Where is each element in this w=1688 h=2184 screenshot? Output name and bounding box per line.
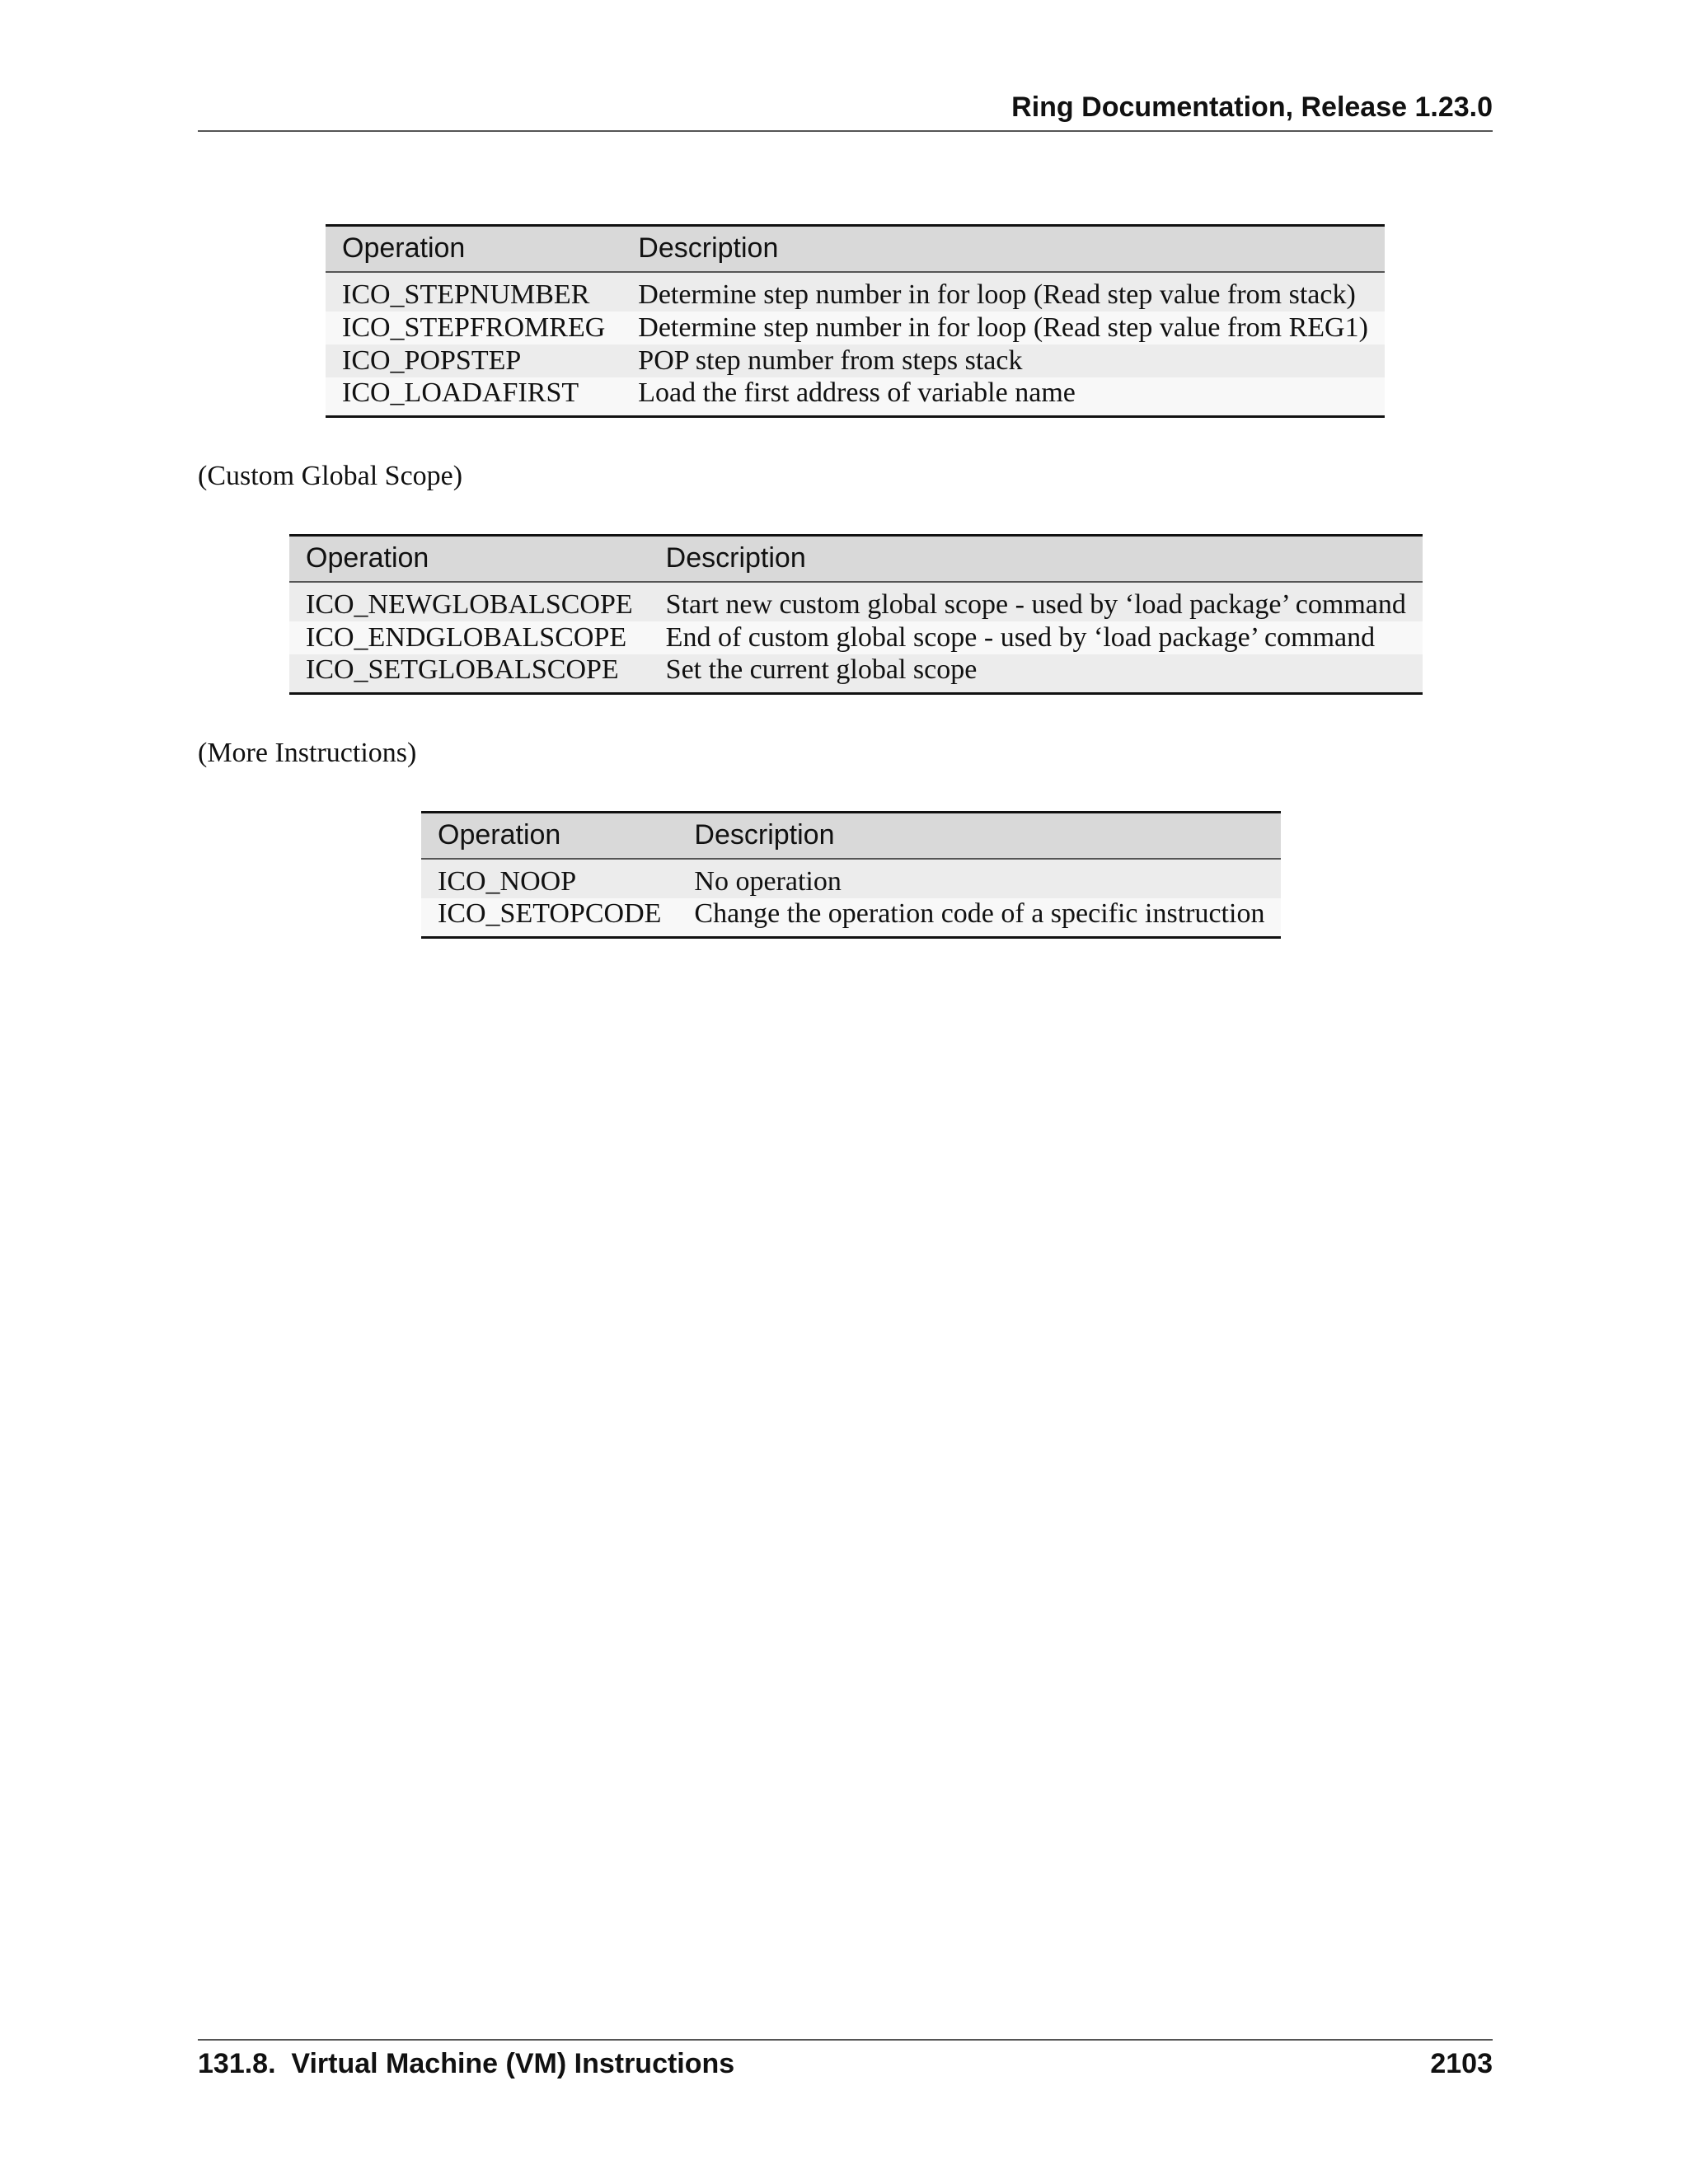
- description-cell: Set the current global scope: [649, 654, 1423, 694]
- description-cell: Determine step number in for loop (Read step value from REG1): [621, 312, 1385, 344]
- table-header-row: [421, 813, 1281, 859]
- table-row: [421, 859, 1281, 898]
- description-cell: End of custom global scope - used by ‘load package’ command: [649, 621, 1423, 654]
- operation-cell: ICO_ENDGLOBALSCOPE: [289, 621, 649, 654]
- operation-cell: ICO_POPSTEP: [326, 344, 621, 377]
- document-title: Ring Documentation, Release 1.23.0: [1011, 91, 1493, 123]
- operation-cell: ICO_STEPNUMBER: [326, 272, 621, 312]
- operation-cell: ICO_LOADAFIRST: [326, 377, 621, 417]
- section-label-more-instructions: (More Instructions): [198, 738, 417, 768]
- table-row: [289, 582, 1423, 621]
- operation-cell: ICO_STEPFROMREG: [326, 312, 621, 344]
- operation-cell: ICO_NOOP: [421, 859, 678, 898]
- description-cell: Determine step number in for loop (Read step value from stack): [621, 272, 1385, 312]
- operations-table-global-scope: [289, 534, 1423, 695]
- table-row: [326, 312, 1385, 344]
- table-header-row: [289, 536, 1423, 582]
- operation-cell: ICO_SETGLOBALSCOPE: [289, 654, 649, 694]
- table-row: [326, 377, 1385, 417]
- column-header-operation: Operation: [421, 813, 678, 859]
- column-header-description: Description: [678, 813, 1281, 859]
- page-header: [198, 91, 1493, 132]
- description-cell: Change the operation code of a specific instruction: [678, 898, 1281, 938]
- footer-section-title: 131.8. Virtual Machine (VM) Instructions: [198, 2048, 735, 2079]
- operation-cell: ICO_NEWGLOBALSCOPE: [289, 582, 649, 621]
- operation-cell: ICO_SETOPCODE: [421, 898, 678, 938]
- page-footer: [198, 2039, 1493, 2080]
- description-cell: Load the first address of variable name: [621, 377, 1385, 417]
- table-row: [326, 344, 1385, 377]
- description-cell: POP step number from steps stack: [621, 344, 1385, 377]
- column-header-operation: Operation: [326, 226, 621, 272]
- table-row: [421, 898, 1281, 938]
- column-header-description: Description: [649, 536, 1423, 582]
- table-row: [289, 654, 1423, 694]
- description-cell: Start new custom global scope - used by ‘load package’ command: [649, 582, 1423, 621]
- page-number: 2103: [1430, 2048, 1493, 2079]
- column-header-description: Description: [621, 226, 1385, 272]
- operations-table-more: [421, 811, 1281, 939]
- section-label-custom-global-scope: (Custom Global Scope): [198, 461, 463, 491]
- table-row: [289, 621, 1423, 654]
- table-row: [326, 272, 1385, 312]
- description-cell: No operation: [678, 859, 1281, 898]
- operations-table-loop: [326, 224, 1385, 418]
- column-header-operation: Operation: [289, 536, 649, 582]
- table-header-row: [326, 226, 1385, 272]
